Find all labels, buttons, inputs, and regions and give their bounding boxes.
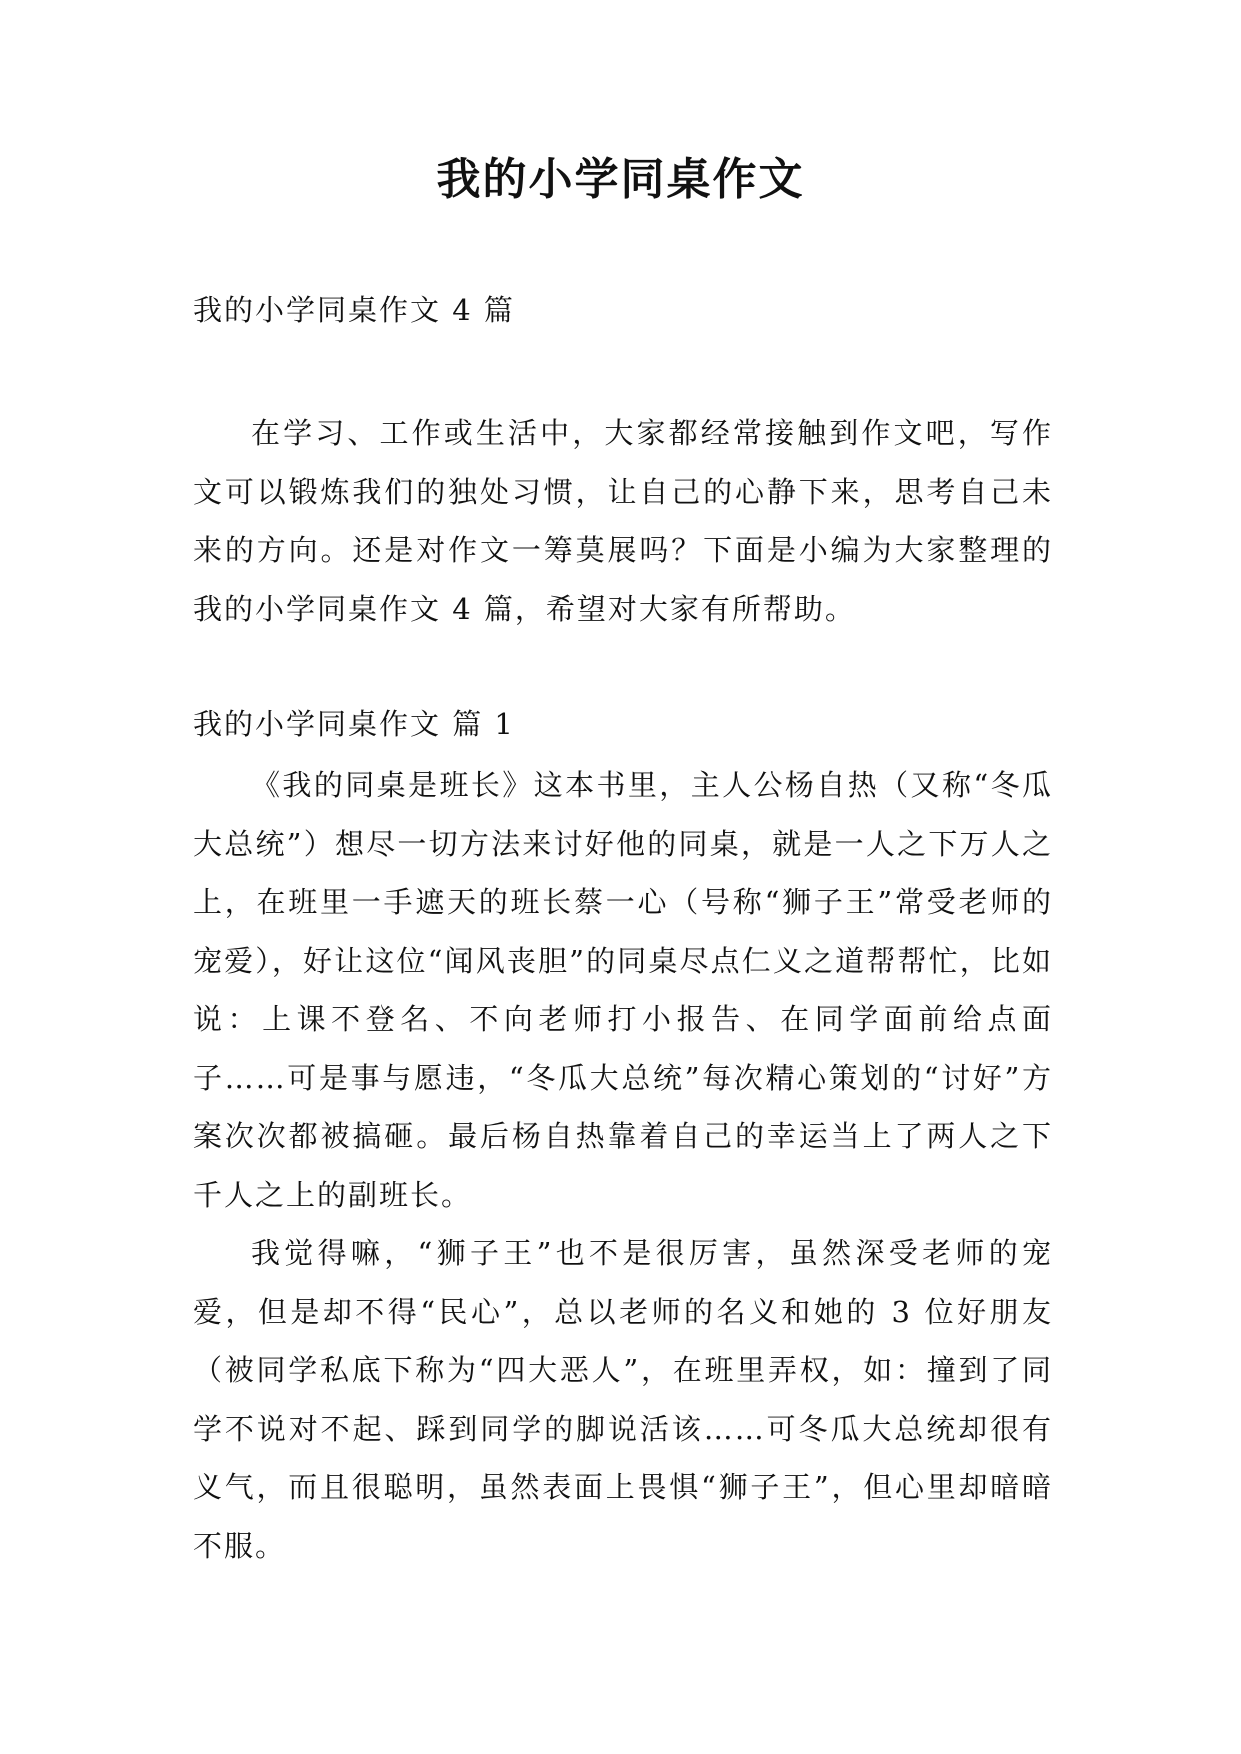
essay-body — [193, 756, 1053, 1575]
section-heading: 我的小学同桌作文 篇 1 — [193, 707, 515, 741]
document-subtitle: 我的小学同桌作文 4 篇 — [193, 293, 515, 327]
document-title: 我的小学同桌作文 — [436, 154, 805, 205]
essay-paragraph-2: 我觉得嘛，“狮子王”也不是很厉害，虽然深受老师的宠爱，但是却不得“民心”，总以老师的名义和她的 3 位好朋友（被同学私底下称为“四大恶人”，在班里弄权，如：撞到了同学不说对不起、踩到同学的脚说活该……可冬瓜大总统却很有义气，而且很聪明，虽然表面上畏惧“狮子王”，但心里却暗暗不服。 — [193, 1236, 1053, 1563]
intro-block — [193, 404, 1053, 638]
essay-paragraph-1: 《我的同桌是班长》这本书里，主人公杨自热（又称“冬瓜大总统”）想尽一切方法来讨好他的同桌，就是一人之下万人之上，在班里一手遮天的班长蔡一心（号称“狮子王”常受老师的宠爱），好让这位“闻风丧胆”的同桌尽点仁义之道帮帮忙，比如说：上课不登名、不向老师打小报告、在同学面前给点面子……可是事与愿违，“冬瓜大总统”每次精心策划的“讨好”方案次次都被搞砸。最后杨自热靠着自己的幸运当上了两人之下千人之上的副班长。 — [193, 768, 1053, 1212]
intro-paragraph: 在学习、工作或生活中，大家都经常接触到作文吧，写作文可以锻炼我们的独处习惯，让自己的心静下来，思考自己未来的方向。还是对作文一筹莫展吗？下面是小编为大家整理的我的小学同桌作文 4 篇，希望对大家有所帮助。 — [193, 416, 1053, 626]
